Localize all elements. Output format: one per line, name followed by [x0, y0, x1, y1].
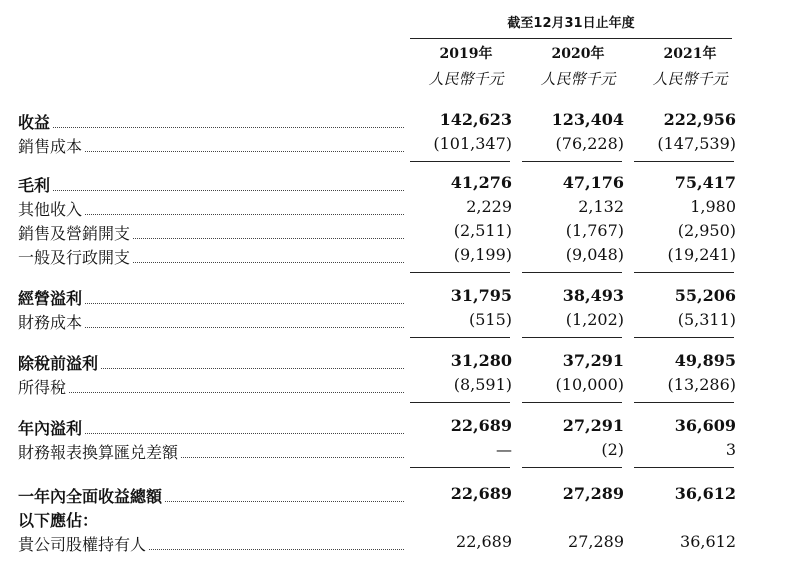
value-2020: 27,291 — [562, 416, 624, 435]
value-2019: (515) — [468, 310, 512, 329]
value-2021: 3 — [725, 440, 736, 459]
dot-leader — [149, 537, 404, 550]
subtotal-rule — [522, 402, 622, 403]
value-2020: (9,048) — [565, 245, 624, 264]
value-2020: 37,291 — [562, 351, 624, 370]
row-label: 所得稅 — [18, 378, 67, 397]
row-label: 年內溢利 — [18, 419, 83, 438]
subtotal-rule — [522, 272, 622, 273]
value-2020: 38,493 — [562, 286, 624, 305]
subtotal-rule — [634, 161, 734, 162]
row-label: 以下應佔： — [18, 511, 99, 530]
row-admin-expenses — [0, 245, 800, 269]
value-2020: (1,202) — [565, 310, 624, 329]
year-2020-header: 2020年 — [551, 46, 605, 62]
value-2021: 222,956 — [663, 110, 736, 129]
dot-leader — [85, 139, 404, 152]
row-income-tax — [0, 375, 800, 399]
value-2019: — — [496, 440, 512, 459]
unit-label-2019: 人民幣千元 — [428, 70, 504, 88]
value-2021: 75,417 — [674, 173, 736, 192]
dot-leader — [165, 489, 404, 502]
row-finance-costs — [0, 310, 800, 334]
value-2019: 31,280 — [450, 351, 512, 370]
row-selling-expenses — [0, 221, 800, 245]
value-2020: 47,176 — [562, 173, 624, 192]
value-2020: 27,289 — [562, 484, 624, 503]
value-2019: 22,689 — [450, 484, 512, 503]
value-2021: (19,241) — [667, 245, 736, 264]
value-2020: (76,228) — [555, 134, 624, 153]
subtotal-rule — [410, 467, 510, 468]
value-2021: 36,612 — [674, 484, 736, 503]
row-label: 收益 — [18, 113, 51, 132]
row-equity-holders — [0, 532, 800, 556]
row-label: 財務報表換算匯兑差額 — [18, 443, 179, 462]
subtotal-rule — [634, 337, 734, 338]
value-2019: 2,229 — [466, 197, 512, 216]
row-label: 銷售成本 — [18, 137, 83, 156]
row-label: 一年內全面收益總額 — [18, 487, 163, 506]
value-2019: 142,623 — [439, 110, 512, 129]
year-2019-header: 2019年 — [439, 46, 493, 62]
dot-leader — [181, 445, 404, 458]
value-2020: 2,132 — [578, 197, 624, 216]
row-cost-of-sales — [0, 134, 800, 158]
value-2019: (101,347) — [433, 134, 512, 153]
dot-leader — [133, 226, 404, 239]
dot-leader — [69, 380, 404, 393]
row-total-comprehensive-income — [0, 484, 800, 508]
value-2021: (5,311) — [677, 310, 736, 329]
row-label: 貴公司股權持有人 — [18, 535, 147, 554]
value-2019: 41,276 — [450, 173, 512, 192]
value-2020: (2) — [601, 440, 624, 459]
value-2019: (2,511) — [453, 221, 512, 240]
dot-leader — [101, 356, 404, 369]
value-2021: (2,950) — [677, 221, 736, 240]
row-label: 其他收入 — [18, 200, 83, 219]
value-2019: 31,795 — [450, 286, 512, 305]
row-label: 毛利 — [18, 176, 51, 195]
header-rule — [410, 38, 732, 39]
subtotal-rule — [634, 467, 734, 468]
subtotal-rule — [410, 337, 510, 338]
value-2020: (10,000) — [555, 375, 624, 394]
subtotal-rule — [410, 272, 510, 273]
period-header: 截至12月31日止年度 — [507, 16, 635, 31]
row-label: 銷售及營銷開支 — [18, 224, 131, 243]
dot-leader — [85, 291, 404, 304]
row-exchange-differences — [0, 440, 800, 464]
dot-leader — [53, 115, 404, 128]
value-2019: 22,689 — [456, 532, 512, 551]
row-profit-for-year — [0, 416, 800, 440]
dot-leader — [85, 421, 404, 434]
year-2021-header: 2021年 — [663, 46, 717, 62]
unit-label-2021: 人民幣千元 — [652, 70, 728, 88]
dot-leader — [85, 315, 404, 328]
value-2019: (9,199) — [453, 245, 512, 264]
subtotal-rule — [522, 161, 622, 162]
dot-leader — [85, 202, 404, 215]
value-2019: (8,591) — [453, 375, 512, 394]
subtotal-rule — [634, 272, 734, 273]
subtotal-rule — [410, 402, 510, 403]
value-2021: 55,206 — [674, 286, 736, 305]
row-label: 經營溢利 — [18, 289, 83, 308]
row-revenue — [0, 110, 800, 134]
row-label: 一般及行政開支 — [18, 248, 131, 267]
row-profit-before-tax — [0, 351, 800, 375]
row-attributable-to — [0, 508, 800, 532]
value-2021: (147,539) — [657, 134, 736, 153]
subtotal-rule — [410, 161, 510, 162]
row-label: 財務成本 — [18, 313, 83, 332]
value-2021: 36,609 — [674, 416, 736, 435]
value-2020: 123,404 — [551, 110, 624, 129]
value-2021: 49,895 — [674, 351, 736, 370]
subtotal-rule — [634, 402, 734, 403]
unit-label-2020: 人民幣千元 — [540, 70, 616, 88]
value-2019: 22,689 — [450, 416, 512, 435]
subtotal-rule — [522, 467, 622, 468]
value-2021: 1,980 — [690, 197, 736, 216]
value-2021: (13,286) — [667, 375, 736, 394]
value-2021: 36,612 — [680, 532, 736, 551]
row-operating-profit — [0, 286, 800, 310]
value-2020: 27,289 — [568, 532, 624, 551]
row-label: 除稅前溢利 — [18, 354, 99, 373]
dot-leader — [133, 250, 404, 263]
subtotal-rule — [522, 337, 622, 338]
dot-leader — [53, 178, 404, 191]
row-other-income — [0, 197, 800, 221]
row-gross-profit — [0, 173, 800, 197]
value-2020: (1,767) — [565, 221, 624, 240]
